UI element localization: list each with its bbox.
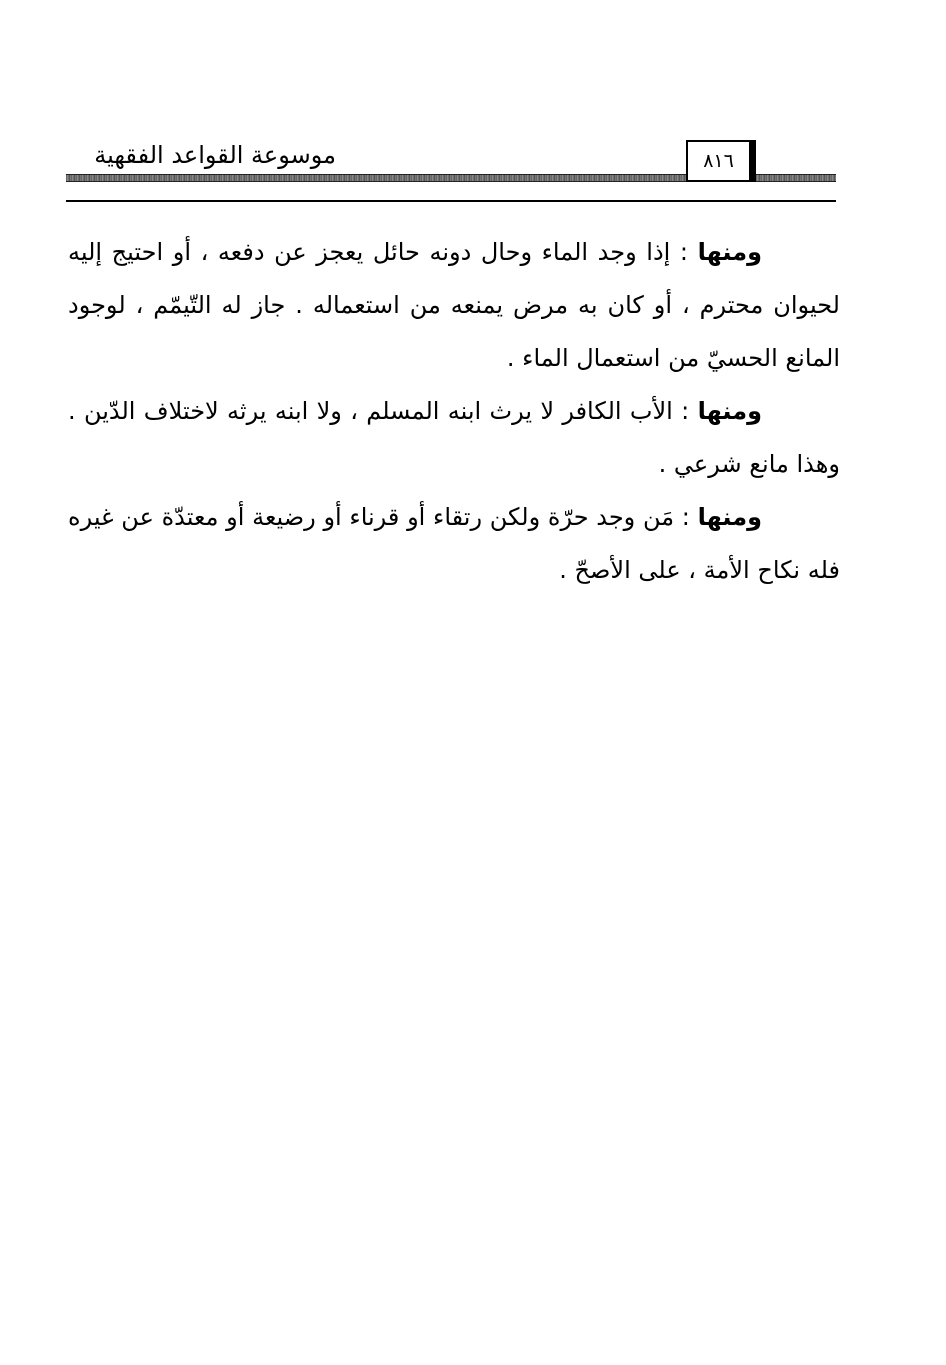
- paragraph-3: [68, 491, 840, 597]
- paragraph-text: : إذا وجد الماء وحال دونه حائل يعجز عن دفعه ، أو احتيج إليه لحيوان محترم ، أو كان به مرض يمنعه من استعماله . جاز له التّيمّم ، لوجود المانع الحسيّ من استعمال الماء .: [68, 238, 840, 372]
- paragraph-text: : مَن وجد حرّة ولكن رتقاء أو قرناء أو رضيعة أو معتدّة عن غيره فله نكاح الأمة ، على الأصحّ .: [68, 503, 840, 584]
- paragraph-lead: ومنها: [697, 503, 762, 531]
- header-rule: [66, 200, 836, 202]
- paragraph-2: [68, 385, 840, 491]
- paragraph-text: : الأب الكافر لا يرث ابنه المسلم ، ولا ابنه يرثه لاختلاف الدّين . وهذا مانع شرعي .: [68, 397, 840, 478]
- paragraph-1: [68, 226, 840, 385]
- book-title: موسوعة القواعد الفقهية: [94, 141, 336, 169]
- paragraph-lead: ومنها: [697, 397, 762, 425]
- page-header: [66, 130, 836, 190]
- paragraph-lead: ومنها: [697, 238, 762, 266]
- page-number: ٨١٦: [686, 140, 756, 182]
- page-body: [68, 226, 840, 597]
